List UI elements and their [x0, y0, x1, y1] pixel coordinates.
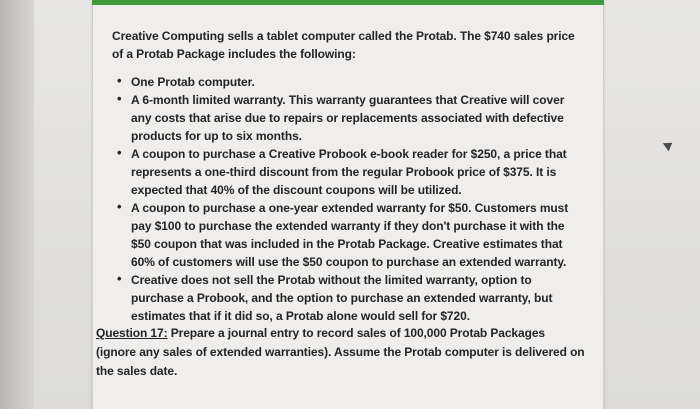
question-paragraph: [96, 324, 588, 381]
package-items-list: [112, 73, 586, 325]
question-label: Question 17:: [96, 326, 168, 340]
list-item: • Creative does not sell the Protab without the limited warranty, option to purchase a Probook, and the option to purchase an extended warranty, but estimates that if it did so, a Protab alone would sell for $720.: [112, 271, 586, 325]
document-content: [112, 27, 586, 325]
list-item: • A coupon to purchase a one-year extended warranty for $50. Customers must pay $100 to purchase the extended warranty if they don't purchase it with the $50 coupon that was included in the Protab Package. Creative estimates that 60% of customers will use the $50 coupon to purchase an extended warranty.: [112, 199, 586, 271]
question-text: Prepare a journal entry to record sales of 100,000 Protab Packages (ignore any sales of extended warranties). Assume the Protab computer is delivered on the sales date.: [96, 326, 585, 378]
list-item: • A coupon to purchase a Creative Probook e-book reader for $250, a price that represents a one-third discount from the regular Probook price of $375. It is expected that 40% of the discount coupons will be utilized.: [112, 145, 586, 199]
document-top-accent: [92, 0, 604, 5]
list-item: • A 6-month limited warranty. This warranty guarantees that Creative will cover any costs that arise due to repairs or replacements associated with defective products for up to six months.: [112, 91, 586, 145]
list-item: • One Protab computer.: [112, 73, 586, 91]
left-edge-shadow: [0, 0, 34, 409]
intro-paragraph: Creative Computing sells a tablet computer called the Protab. The $740 sales price of a Protab Package includes the following:: [112, 29, 575, 61]
